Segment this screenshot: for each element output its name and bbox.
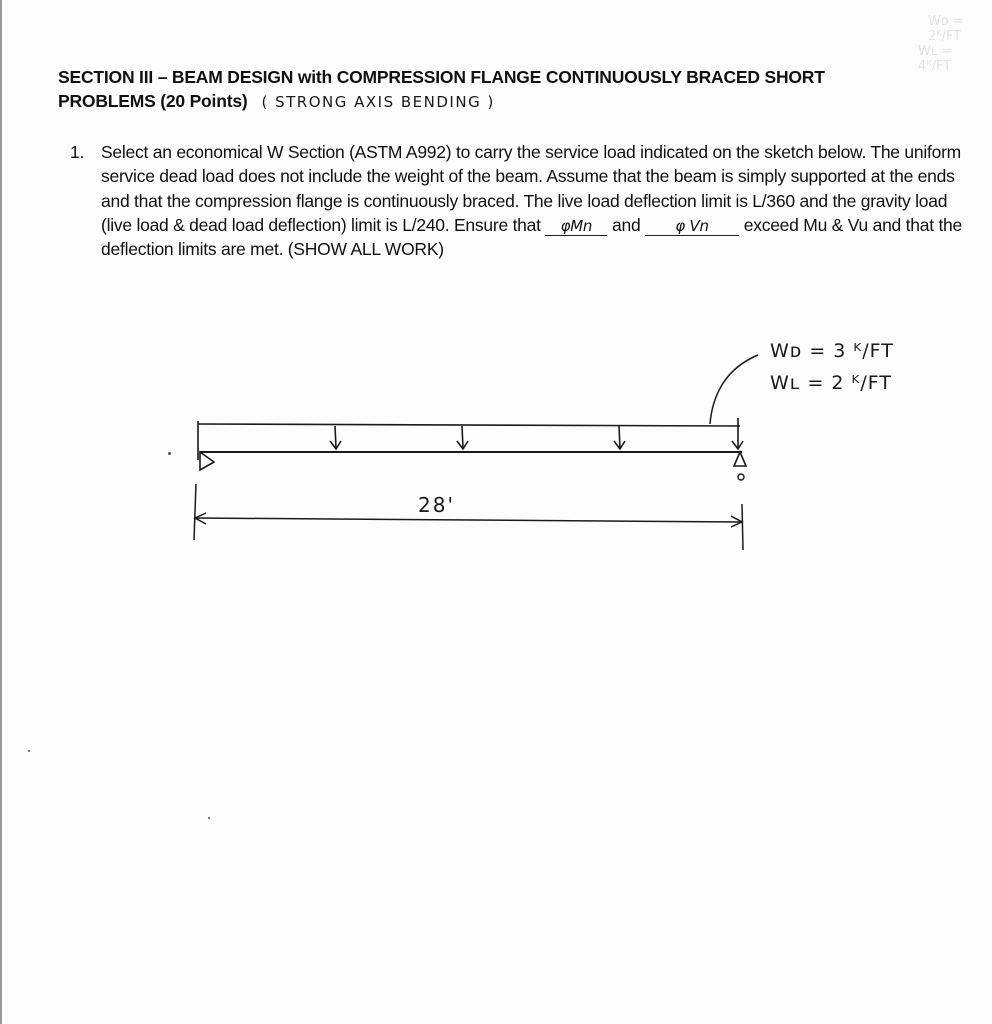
section-title-points: PROBLEMS (20 Points)	[58, 91, 248, 111]
distributed-load-line	[198, 424, 740, 426]
load-arrow	[457, 426, 468, 449]
problem-text-part-1: Select an economical W Section (ASTM A992) to carry the service load indicated on the sketch below. The uniform service dead load does not include the weight of the beam. Assume that the beam is simply supported at the ends and that the compression flange is continuously braced. The live load deflection limit is L/360 and the gravity load (live load & dead load deflection) limit is L/240. Ensure that	[101, 142, 962, 235]
phi-vn-blank: φ Vn	[645, 217, 739, 236]
dimension-line	[195, 518, 742, 522]
scan-speck	[168, 452, 171, 455]
section-title-line-1: SECTION III – BEAM DESIGN with COMPRESSION FLANGE CONTINUOUSLY BRACED SHORT	[58, 67, 825, 87]
handwritten-strong-axis-note: ( STRONG AXIS BENDING )	[261, 93, 495, 111]
live-load-label: Wʟ = 2 ᴷ/FT	[770, 372, 892, 394]
load-arrow	[614, 426, 625, 449]
problem-number: 1.	[70, 142, 85, 162]
span-length-label: 28'	[418, 493, 455, 517]
roller-support	[734, 452, 746, 480]
load-arrow	[330, 426, 341, 449]
load-leader-line	[710, 355, 758, 424]
load-arrow	[732, 418, 743, 449]
bleed-line-1: Wᴅ = 2ᴷ/FT	[928, 14, 964, 44]
problem-text-part-2: exceed Mu & Vu and that the deflection limits are met. (SHOW ALL WORK)	[101, 214, 963, 260]
dimension-right-tick	[742, 504, 743, 550]
problem-and: and	[612, 214, 641, 235]
bleed-line-2: Wʟ = 4ᴷ/FT	[918, 44, 953, 74]
scan-speck	[208, 817, 210, 819]
scan-speck	[28, 750, 30, 752]
pin-support	[200, 452, 214, 470]
phi-mn-blank: φMn	[545, 217, 607, 236]
dead-load-label: Wᴅ = 3 ᴷ/FT	[770, 340, 894, 362]
dimension-left-tick	[194, 484, 196, 540]
